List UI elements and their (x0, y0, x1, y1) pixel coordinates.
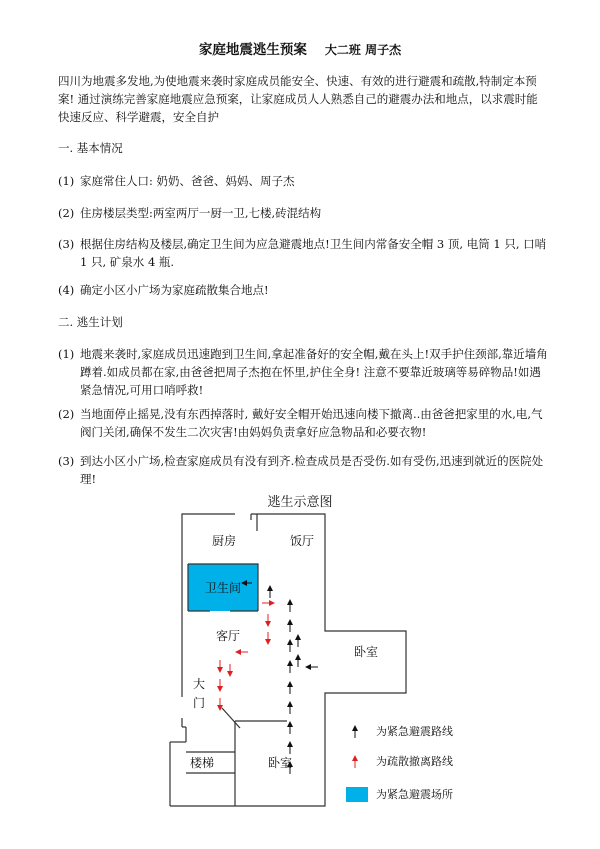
door-label-char: 大 (192, 677, 206, 691)
item-text: 家庭常住人口: 奶奶、爸爸、妈妈、周子杰 (80, 174, 295, 188)
item-number: (3) (58, 237, 75, 251)
room-label-dining: 饭厅 (289, 534, 315, 548)
room-label-bathroom: 卫生间 (204, 581, 242, 595)
item-number: (2) (58, 407, 75, 421)
legend-blue-box-label: 为紧急避震场所 (376, 788, 453, 801)
refuge-route-arrows (244, 583, 318, 774)
item-number: (3) (58, 454, 75, 468)
room-label-stairs: 楼梯 (189, 756, 215, 770)
item-number: (1) (58, 347, 75, 361)
room-label-door (193, 676, 205, 710)
room-label-living: 客厅 (215, 629, 241, 643)
section-plan-heading: 二. 逃生计划 (58, 315, 123, 329)
item-number: (2) (58, 206, 75, 220)
intro-paragraph: 四川为地震多发地,为使地震来袭时家庭成员能安全、快速、有效的进行避震和疏散,特制定本预案! 通过演练完善家庭地震应急预案，让家庭成员人人熟悉自己的避震办法和地点，以求震时能快速反应、科学避震，安全自护 (58, 74, 538, 124)
item-text: 根据住房结构及楼层,确定卫生间为应急避震地点!卫生间内常备安全帽 3 顶, 电筒 1 只, 口哨 1 只, 矿泉水 4 瓶. (80, 237, 547, 269)
room-label-bedroom-bottom: 卧室 (267, 756, 293, 770)
legend-black-arrow-label: 为紧急避震路线 (376, 725, 453, 738)
door-label-char: 门 (192, 696, 206, 710)
item-text: 确定小区小广场为家庭疏散集合地点! (80, 283, 269, 297)
evacuation-route-arrows (220, 603, 272, 708)
room-label-bedroom-right: 卧室 (353, 645, 379, 659)
item-text: 住房楼层类型:两室两厅一厨一卫,七楼,砖混结构 (80, 206, 322, 220)
legend (346, 724, 453, 802)
diagram-title: 逃生示意图 (267, 495, 333, 510)
title-text: 家庭地震逃生预案 (198, 42, 307, 58)
item-text: 到达小区小广场,检查家庭成员有没有到齐.检查成员是否受伤.如有受伤,迅速到就近的医院处理! (80, 454, 544, 486)
legend-blue-box-icon (346, 787, 368, 802)
item-number: (1) (58, 174, 75, 188)
item-text: 当地面停止摇晃,没有东西掉落时, 戴好安全帽开始迅速向楼下撤离..由爸爸把家里的水,电,气阀门关闭,确保不发生二次灾害!由妈妈负责拿好应急物品和必要衣物! (80, 407, 543, 439)
section-basic-heading: 一. 基本情况 (58, 141, 123, 155)
item-number: (4) (58, 283, 75, 297)
room-label-kitchen: 厨房 (211, 534, 237, 548)
author-text: 大二班 周子杰 (324, 43, 402, 57)
item-text: 地震来袭时,家庭成员迅速跑到卫生间,拿起准备好的安全帽,戴在头上!双手护住颈部,靠近墙角蹲着.如成员都在家,由爸爸把周子杰抱在怀里,护住全身! 注意不要靠近玻璃等易碎物品!如遇紧急情况,可用口哨呼救! (80, 347, 548, 397)
legend-red-arrow-label: 为疏散撤离路线 (376, 755, 453, 768)
